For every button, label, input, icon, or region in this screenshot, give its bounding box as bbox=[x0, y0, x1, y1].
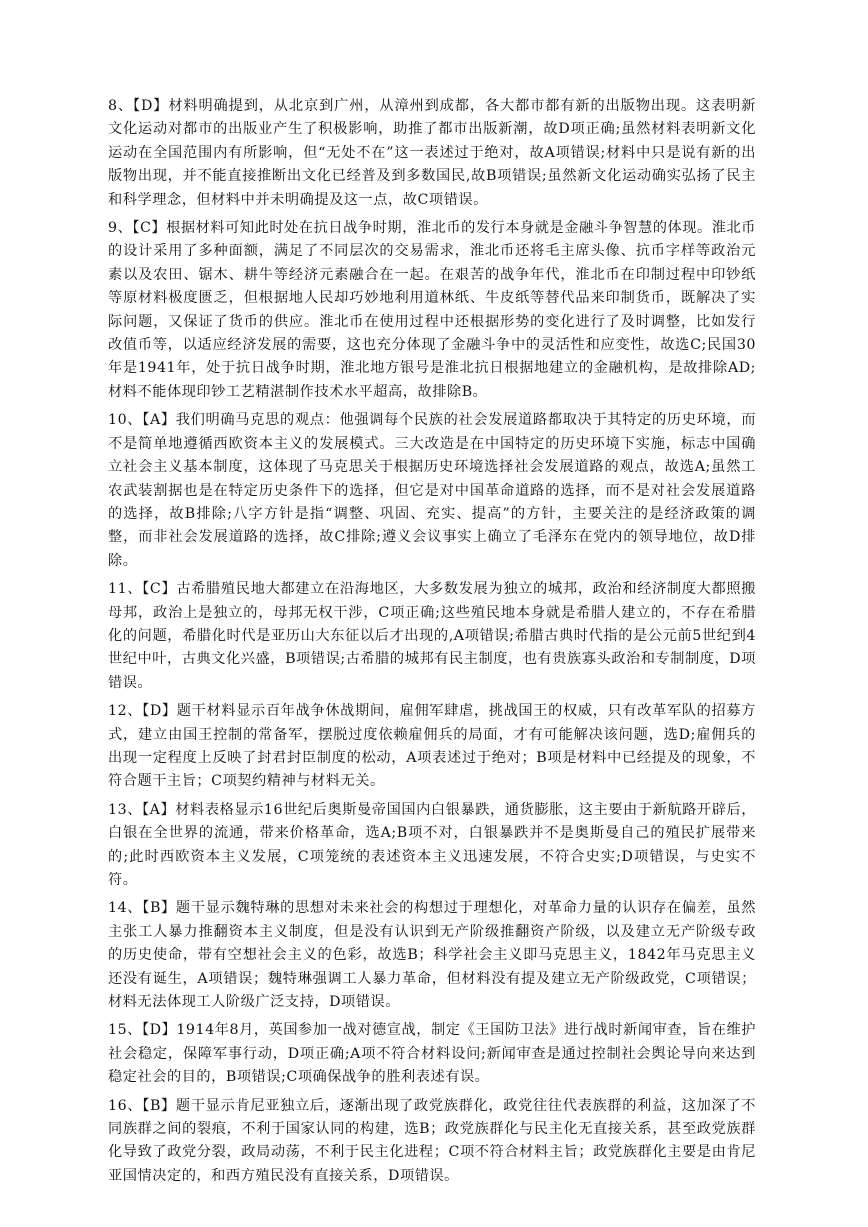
answer-10-explanation: 10、【A】我们明确马克思的观点：他强调每个民族的社会发展道路都取决于其特定的历史环境，而不是简单地遵循西欧资本主义的发展模式。三大改造是在中国特定的历史环境下实施，标志中国确立社会主义基本制度，这体现了马克思关于根据历史环境选择社会发展道路的观点，故选A;虽然工农武装割据也是在特定历史条件下的选择，但它是对中国革命道路的选择，而不是对社会发展道路的选择，故B排除;八字方针是指“调整、巩固、充实、提高”的方针，主要关注的是经济政策的调整，而非社会发展道路的选择，故C排除;遵义会议事实上确立了毛泽东在党内的领导地位，故D排除。 bbox=[108, 412, 756, 569]
answer-11-explanation: 11、【C】古希腊殖民地大都建立在沿海地区，大多数发展为独立的城邦，政治和经济制度大都照搬母邦，政治上是独立的，母邦无权干涉，C项正确;这些殖民地本身就是希腊人建立的，不存在希腊化的问题，希腊化时代是亚历山大东征以后才出现的,A项错误;希腊古典时代指的是公元前5世纪到4世纪中叶，古典文化兴盛，B项错误;古希腊的城邦有民主制度，也有贵族寡头政治和专制制度，D项错误。 bbox=[108, 581, 756, 691]
answer-13-explanation: 13、【A】材料表格显示16世纪后奥斯曼帝国国内白银暴跌，通货膨胀，这主要由于新航路开辟后，白银在全世界的流通，带来价格革命，选A;B项不对，白银暴跌并不是奥斯曼自己的殖民扩展带来的;此时西欧资本主义发展，C项笼统的表述资本主义迅速发展，不符合史实;D项错误，与史实不符。 bbox=[108, 801, 756, 888]
answer-9-explanation: 9、【C】根据材料可知此时处在抗日战争时期，淮北币的发行本身就是金融斗争智慧的体现。淮北币的设计采用了多种面额，满足了不同层次的交易需求，淮北币还将毛主席头像、抗币字样等政治元素以及农田、锯木、耕牛等经济元素融合在一起。在艰苦的战争年代，淮北币在印制过程中印钞纸等原材料极度匮乏，但根据地人民却巧妙地利用道林纸、牛皮纸等替代品来印制货币，既解决了实际问题，又保证了货币的供应。淮北币在使用过程中还根据形势的变化进行了及时调整，比如发行改值币等，以适应经济发展的需要，这也充分体现了金融斗争中的灵活性和应变性，故选C;民国30年是1941年，处于抗日战争时期，淮北地方银号是淮北抗日根据地建立的金融机构，是故排除AD;材料不能体现印钞工艺精湛制作技术水平超高，故排除B。 bbox=[108, 220, 756, 400]
answer-8-explanation: 8、【D】材料明确提到，从北京到广州，从漳州到成都，各大都市都有新的出版物出现。这表明新文化运动对都市的出版业产生了积极影响，助推了都市出版新潮，故D项正确;虽然材料表明新文化运动在全国范围内有所影响，但“无处不在”这一表述过于绝对，故A项错误;材料中只是说有新的出版物出现，并不能直接推断出文化已经普及到多数国民,故B项错误;虽然新文化运动确实弘扬了民主和科学理念，但材料中并未明确提及这一点，故C项错误。 bbox=[108, 98, 756, 208]
answer-explanations bbox=[108, 95, 756, 1193]
answer-12-explanation: 12、【D】题干材料显示百年战争休战期间，雇佣军肆虐，挑战国王的权威，只有改革军队的招募方式，建立由国王控制的常备军，摆脱过度依赖雇佣兵的局面，才有可能解决该问题，选D;雇佣兵的出现一定程度上反映了封君封臣制度的松动，A项表述过于绝对；B项是材料中已经提及的现象，不符合题干主旨；C项契约精神与材料无关。 bbox=[108, 703, 756, 790]
answer-15-explanation: 15、【D】1914年8月，英国参加一战对德宣战，制定《王国防卫法》进行战时新闻审查，旨在维护社会稳定，保障军事行动，D项正确;A项不符合材料设问;新闻审查是通过控制社会舆论导向来达到稳定社会的目的，B项错误;C项确保战争的胜利表述有误。 bbox=[108, 1022, 756, 1086]
answer-14-explanation: 14、【B】题干显示魏特琳的思想对未来社会的构想过于理想化，对革命力量的认识存在偏差，虽然主张工人暴力推翻资本主义制度，但是没有认识到无产阶级推翻资产阶级，以及建立无产阶级专政的历史使命，带有空想社会主义的色彩，故选B；科学社会主义即马克思主义，1842年马克思主义还没有诞生，A项错误；魏特琳强调工人暴力革命，但材料没有提及建立无产阶级政党，C项错误；材料无法体现工人阶级广泛支持，D项错误。 bbox=[108, 900, 756, 1011]
answer-16-explanation: 16、【B】题干显示肯尼亚独立后，逐渐出现了政党族群化，政党往往代表族群的利益，这加深了不同族群之间的裂痕，不利于国家认同的构建，选B；政党族群化与民主化无直接关系，甚至政党族群化导致了政党分裂，政局动荡，不利于民主化进程；C项不符合材料主旨；政党族群化主要是由肯尼亚国情决定的，和西方殖民没有直接关系，D项错误。 bbox=[108, 1097, 756, 1184]
